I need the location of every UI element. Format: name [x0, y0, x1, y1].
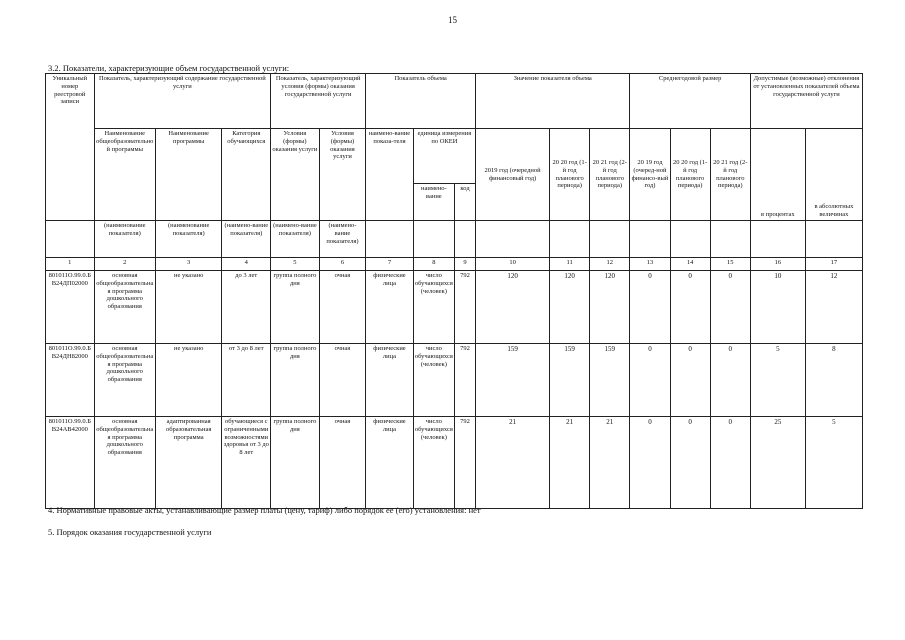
- section-title: 3.2. Показатели, характеризующие объем государственной услуги:: [48, 63, 290, 73]
- header-row-top: [46, 74, 863, 129]
- table-row: [46, 271, 863, 344]
- cell-category: обучающиеся с ограниченными возможностями здоровья от 3 до 8 лет: [222, 417, 271, 509]
- cell-unit: число обучающихся (человек): [413, 417, 454, 509]
- cell-v2021: 120: [590, 271, 630, 344]
- cell-program-name: не указано: [155, 344, 222, 417]
- header-deviations: Допустимые (возможные) отклонения от установленных показателей объема государственной услуги: [750, 74, 862, 129]
- cell-dev-pct: 5: [750, 344, 805, 417]
- header-year-2020: 20 20 год (1-й год планового периода): [550, 129, 590, 221]
- cell-category: до 3 лет: [222, 271, 271, 344]
- header-conditions-indicator: Показатель, характеризующий условия (формы) оказания государственной услуги: [271, 74, 366, 129]
- col-number: 9: [454, 258, 475, 271]
- cell-program: основная общеобразовательная программа дошкольного образования: [94, 344, 155, 417]
- cell-condition: группа полного дня: [271, 344, 320, 417]
- cell-v2021: 21: [590, 417, 630, 509]
- sub-indicator-col6: (наимено-вание показателя): [319, 221, 366, 258]
- sub-indicator-col3: (наименование показателя): [155, 221, 222, 258]
- header-col6: Условия (формы) оказания услуги: [319, 129, 366, 221]
- header-col2: Наименование общеобразовательной программы: [94, 129, 155, 221]
- cell-okei: 792: [454, 344, 475, 417]
- sub-empty-17: [805, 221, 862, 258]
- header-year-2019: 2019 год (очередной финансовый год): [476, 129, 550, 221]
- cell-v2019: 21: [476, 417, 550, 509]
- col-number: 13: [630, 258, 670, 271]
- header-year-2021: 20 21 год (2-й год планового периода): [590, 129, 630, 221]
- cell-dev-abs: 5: [805, 417, 862, 509]
- header-in-absolute: в абсолютных величинах: [805, 129, 862, 221]
- cell-condition: группа полного дня: [271, 271, 320, 344]
- volume-indicators-table: [45, 73, 863, 509]
- cell-indicator: физические лица: [366, 271, 414, 344]
- cell-program-name: адаптированная образовательная программа: [155, 417, 222, 509]
- header-volume-value: Значение показателя объема: [476, 74, 630, 129]
- header-avg-size: Среднегодовой размер: [630, 74, 750, 129]
- cell-category: от 3 до 8 лет: [222, 344, 271, 417]
- header-avg-2021: 20 21 год (2-й год планового периода): [710, 129, 750, 221]
- cell-program: основная общеобразовательная программа дошкольного образования: [94, 271, 155, 344]
- cell-a2021: 0: [710, 344, 750, 417]
- sub-indicator-col4: (наимено-вание показателя): [222, 221, 271, 258]
- cell-a2019: 0: [630, 344, 670, 417]
- cell-a2021: 0: [710, 271, 750, 344]
- header-unique-number: Уникальный номер реестровой записи: [46, 74, 95, 221]
- cell-indicator: физические лица: [366, 417, 414, 509]
- cell-code: 801011О.99.0.БВ24АВ42000: [46, 417, 95, 509]
- header-avg-2020: 20 20 год (1-й год планового периода): [670, 129, 710, 221]
- cell-a2020: 0: [670, 271, 710, 344]
- col-number: 5: [271, 258, 320, 271]
- footer-item-5: 5. Порядок оказания государственной услуги: [48, 527, 212, 537]
- header-in-percent: в процентах: [750, 129, 805, 221]
- cell-v2021: 159: [590, 344, 630, 417]
- col-number: 14: [670, 258, 710, 271]
- footer-item-4: 4. Нормативные правовые акты, устанавливающие размер платы (цену, тариф) либо порядок ее (его) установления: нет: [48, 505, 481, 515]
- cell-dev-pct: 25: [750, 417, 805, 509]
- header-row-sub: [46, 221, 863, 258]
- sub-empty-9: [454, 221, 475, 258]
- col-number: 6: [319, 258, 366, 271]
- col-number: 12: [590, 258, 630, 271]
- header-col3: Наименование программы: [155, 129, 222, 221]
- col-number: 15: [710, 258, 750, 271]
- cell-dev-abs: 12: [805, 271, 862, 344]
- cell-v2020: 21: [550, 417, 590, 509]
- header-col5: Условия (формы) оказания услуги: [271, 129, 320, 221]
- sub-indicator-col2: (наименование показателя): [94, 221, 155, 258]
- cell-condition: группа полного дня: [271, 417, 320, 509]
- sub-empty-7: [366, 221, 414, 258]
- cell-form: очная: [319, 344, 366, 417]
- cell-code: 801011О.99.0.БВ24ДП02000: [46, 271, 95, 344]
- page-number: 15: [448, 15, 457, 25]
- cell-a2019: 0: [630, 417, 670, 509]
- cell-a2020: 0: [670, 417, 710, 509]
- sub-empty-8: [413, 221, 454, 258]
- cell-a2019: 0: [630, 271, 670, 344]
- header-volume-indicator: Показатель объема: [366, 74, 476, 129]
- col-number: 1: [46, 258, 95, 271]
- cell-v2020: 120: [550, 271, 590, 344]
- table-row: [46, 417, 863, 509]
- cell-indicator: физические лица: [366, 344, 414, 417]
- sub-empty-12: [590, 221, 630, 258]
- col-number: 17: [805, 258, 862, 271]
- header-row-names: [46, 129, 863, 184]
- cell-unit: число обучающихся (человек): [413, 344, 454, 417]
- header-unit: единица измерения по ОКЕИ: [413, 129, 475, 184]
- col-number: 10: [476, 258, 550, 271]
- cell-dev-pct: 10: [750, 271, 805, 344]
- cell-dev-abs: 8: [805, 344, 862, 417]
- cell-okei: 792: [454, 417, 475, 509]
- col-number: 7: [366, 258, 414, 271]
- cell-v2019: 120: [476, 271, 550, 344]
- col-number: 16: [750, 258, 805, 271]
- col-number: 2: [94, 258, 155, 271]
- col-number: 11: [550, 258, 590, 271]
- col-number: 4: [222, 258, 271, 271]
- cell-okei: 792: [454, 271, 475, 344]
- cell-code: 801011О.99.0.БВ24ДН82000: [46, 344, 95, 417]
- sub-empty-16: [750, 221, 805, 258]
- cell-program: основная общеобразовательная программа дошкольного образования: [94, 417, 155, 509]
- cell-a2021: 0: [710, 417, 750, 509]
- cell-form: очная: [319, 271, 366, 344]
- sub-empty-14: [670, 221, 710, 258]
- header-unit-name: наимено-вание: [413, 184, 454, 221]
- header-avg-2019: 20 19 год (очеред-ной финансо-вый год): [630, 129, 670, 221]
- cell-v2019: 159: [476, 344, 550, 417]
- cell-unit: число обучающихся (человек): [413, 271, 454, 344]
- table-row: [46, 344, 863, 417]
- sub-indicator-col5: (наимено-вание показателя): [271, 221, 320, 258]
- sub-empty-11: [550, 221, 590, 258]
- sub-empty-1: [46, 221, 95, 258]
- header-vol-name: наимено-вание показа-теля: [366, 129, 414, 221]
- header-content-indicator: Показатель, характеризующий содержание государственной услуги: [94, 74, 270, 129]
- sub-empty-15: [710, 221, 750, 258]
- col-number: 3: [155, 258, 222, 271]
- cell-v2020: 159: [550, 344, 590, 417]
- col-number: 8: [413, 258, 454, 271]
- sub-empty-10: [476, 221, 550, 258]
- header-col4: Категория обучающихся: [222, 129, 271, 221]
- cell-program-name: не указано: [155, 271, 222, 344]
- cell-form: очная: [319, 417, 366, 509]
- cell-a2020: 0: [670, 344, 710, 417]
- sub-empty-13: [630, 221, 670, 258]
- column-numbers-row: [46, 258, 863, 271]
- header-unit-code: код: [454, 184, 475, 221]
